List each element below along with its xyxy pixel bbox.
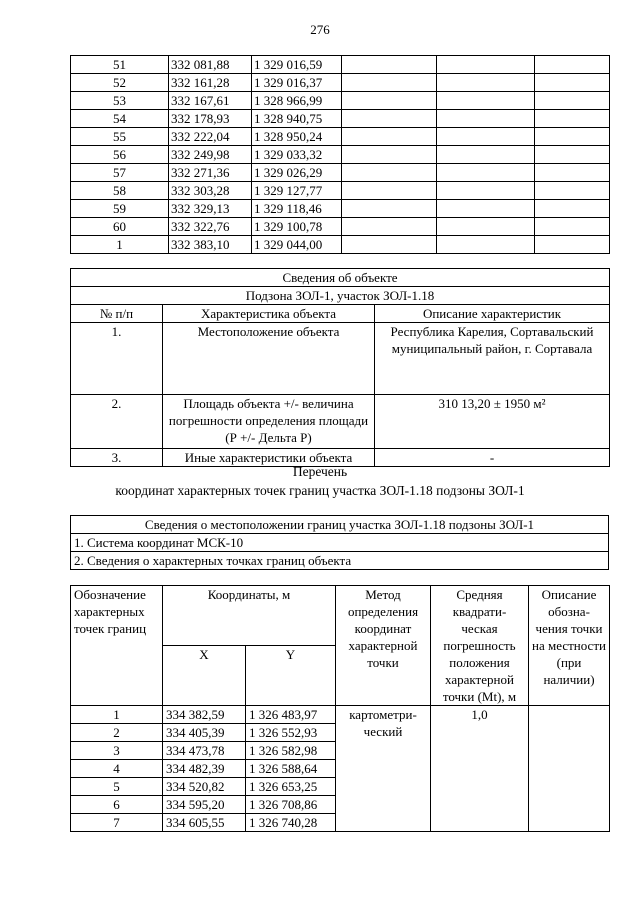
empty-cell <box>535 236 610 254</box>
coord-x: 332 222,04 <box>169 128 252 146</box>
coordinate-system: 1. Система координат МСК-10 <box>71 534 609 552</box>
point-number: 55 <box>71 128 169 146</box>
coord-y: 1 326 588,64 <box>246 760 336 778</box>
empty-cell <box>535 92 610 110</box>
list-title <box>0 462 640 500</box>
coord-x: 332 329,13 <box>169 200 252 218</box>
header-description: Описание характеристик <box>375 305 610 323</box>
coord-y: 1 329 026,29 <box>252 164 342 182</box>
coord-y: 1 326 708,86 <box>246 796 336 814</box>
coord-x: 334 405,39 <box>163 724 246 742</box>
point-number: 60 <box>71 218 169 236</box>
point-number: 1 <box>71 706 163 724</box>
row-description: Республика Карелия, Сортавальский муниципальный район, г. Сортавала <box>375 323 610 395</box>
empty-cell <box>437 92 535 110</box>
coord-x: 332 178,93 <box>169 110 252 128</box>
coord-y: 1 329 100,78 <box>252 218 342 236</box>
empty-cell <box>437 56 535 74</box>
empty-cell <box>342 236 437 254</box>
header-x: X <box>163 646 246 706</box>
table-row <box>71 74 610 92</box>
empty-cell <box>535 182 610 200</box>
coord-x: 332 322,76 <box>169 218 252 236</box>
table-row <box>71 92 610 110</box>
row-description: 310 13,20 ± 1950 м² <box>375 395 610 449</box>
empty-cell <box>342 164 437 182</box>
object-info-title: Сведения об объекте <box>71 269 610 287</box>
point-number: 53 <box>71 92 169 110</box>
empty-cell <box>437 200 535 218</box>
coord-x: 332 249,98 <box>169 146 252 164</box>
point-number: 4 <box>71 760 163 778</box>
empty-cell <box>342 128 437 146</box>
empty-cell <box>535 128 610 146</box>
list-title-line2: координат характерных точек границ участка ЗОЛ-1.18 подзоны ЗОЛ-1 <box>115 483 525 498</box>
table-row <box>71 128 610 146</box>
coord-y: 1 326 582,98 <box>246 742 336 760</box>
table-row <box>71 164 610 182</box>
empty-cell <box>535 74 610 92</box>
header-error: Средняя квадрати- ческая погрешность положения характерной точки (Mt), м <box>431 586 529 706</box>
coord-y: 1 329 016,37 <box>252 74 342 92</box>
empty-cell <box>535 218 610 236</box>
point-number: 2 <box>71 724 163 742</box>
empty-cell <box>342 146 437 164</box>
coord-y: 1 329 118,46 <box>252 200 342 218</box>
row-characteristic: Площадь объекта +/- величина погрешности определения площади (Р +/- Дельта Р) <box>163 395 375 449</box>
table-row <box>71 110 610 128</box>
coord-x: 332 303,28 <box>169 182 252 200</box>
empty-cell <box>342 110 437 128</box>
empty-cell <box>437 218 535 236</box>
header-num: № п/п <box>71 305 163 323</box>
page-number: 276 <box>310 22 330 37</box>
empty-cell <box>535 56 610 74</box>
header-coordinates: Координаты, м <box>163 586 336 646</box>
description-value <box>529 706 610 832</box>
point-number: 57 <box>71 164 169 182</box>
coord-x: 334 605,55 <box>163 814 246 832</box>
coord-y: 1 326 740,28 <box>246 814 336 832</box>
coord-x: 334 382,59 <box>163 706 246 724</box>
empty-cell <box>342 200 437 218</box>
object-info-subtitle: Подзона ЗОЛ-1, участок ЗОЛ-1.18 <box>71 287 610 305</box>
coord-y: 1 329 033,32 <box>252 146 342 164</box>
empty-cell <box>342 74 437 92</box>
coord-x: 334 473,78 <box>163 742 246 760</box>
coord-x: 332 081,88 <box>169 56 252 74</box>
table-row <box>71 200 610 218</box>
coordinates-continuation-table <box>70 55 610 254</box>
table-row <box>71 182 610 200</box>
table-row <box>71 218 610 236</box>
point-number: 58 <box>71 182 169 200</box>
coord-y: 1 328 950,24 <box>252 128 342 146</box>
header-characteristic: Характеристика объекта <box>163 305 375 323</box>
empty-cell <box>535 200 610 218</box>
row-num: 2. <box>71 395 163 449</box>
point-number: 7 <box>71 814 163 832</box>
empty-cell <box>437 74 535 92</box>
row-characteristic: Иные характеристики объекта <box>163 449 375 467</box>
table-row <box>71 146 610 164</box>
empty-cell <box>437 182 535 200</box>
empty-cell <box>342 182 437 200</box>
coord-y: 1 326 653,25 <box>246 778 336 796</box>
point-number: 59 <box>71 200 169 218</box>
empty-cell <box>437 110 535 128</box>
point-number: 5 <box>71 778 163 796</box>
object-info-table <box>70 268 610 467</box>
coord-y: 1 329 016,59 <box>252 56 342 74</box>
point-number: 3 <box>71 742 163 760</box>
coord-y: 1 326 483,97 <box>246 706 336 724</box>
header-point-description: Описание обозна- чения точки на местности (при наличии) <box>529 586 610 706</box>
empty-cell <box>535 110 610 128</box>
point-number: 52 <box>71 74 169 92</box>
error-value: 1,0 <box>431 706 529 832</box>
row-num: 3. <box>71 449 163 467</box>
empty-cell <box>535 164 610 182</box>
coord-x: 334 520,82 <box>163 778 246 796</box>
point-number: 56 <box>71 146 169 164</box>
location-info-title: Сведения о местоположении границ участка ЗОЛ-1.18 подзоны ЗОЛ-1 <box>71 516 609 534</box>
point-number: 1 <box>71 236 169 254</box>
location-info-table <box>70 515 609 570</box>
coord-x: 334 482,39 <box>163 760 246 778</box>
coord-y: 1 326 552,93 <box>246 724 336 742</box>
row-characteristic: Местоположение объекта <box>163 323 375 395</box>
coord-y: 1 328 966,99 <box>252 92 342 110</box>
coord-y: 1 329 127,77 <box>252 182 342 200</box>
empty-cell <box>342 56 437 74</box>
table-row <box>71 706 610 724</box>
table-row <box>71 236 610 254</box>
coord-y: 1 329 044,00 <box>252 236 342 254</box>
coord-x: 332 167,61 <box>169 92 252 110</box>
header-y: Y <box>246 646 336 706</box>
table-row <box>71 56 610 74</box>
method-value: картометри- ческий <box>336 706 431 832</box>
empty-cell <box>342 92 437 110</box>
empty-cell <box>535 146 610 164</box>
empty-cell <box>342 218 437 236</box>
point-number: 51 <box>71 56 169 74</box>
row-num: 1. <box>71 323 163 395</box>
coord-x: 332 383,10 <box>169 236 252 254</box>
coord-x: 332 271,36 <box>169 164 252 182</box>
empty-cell <box>437 236 535 254</box>
row-description: - <box>375 449 610 467</box>
point-number: 6 <box>71 796 163 814</box>
coord-x: 334 595,20 <box>163 796 246 814</box>
empty-cell <box>437 128 535 146</box>
list-title-line1: Перечень <box>292 464 348 479</box>
boundary-points-table <box>70 585 610 832</box>
empty-cell <box>437 164 535 182</box>
coord-x: 332 161,28 <box>169 74 252 92</box>
header-method: Метод определения координат характерной точки <box>336 586 431 706</box>
point-number: 54 <box>71 110 169 128</box>
points-info-label: 2. Сведения о характерных точках границ объекта <box>71 552 609 570</box>
empty-cell <box>437 146 535 164</box>
header-point: Обозначение характерных точек границ <box>71 586 163 706</box>
coord-y: 1 328 940,75 <box>252 110 342 128</box>
